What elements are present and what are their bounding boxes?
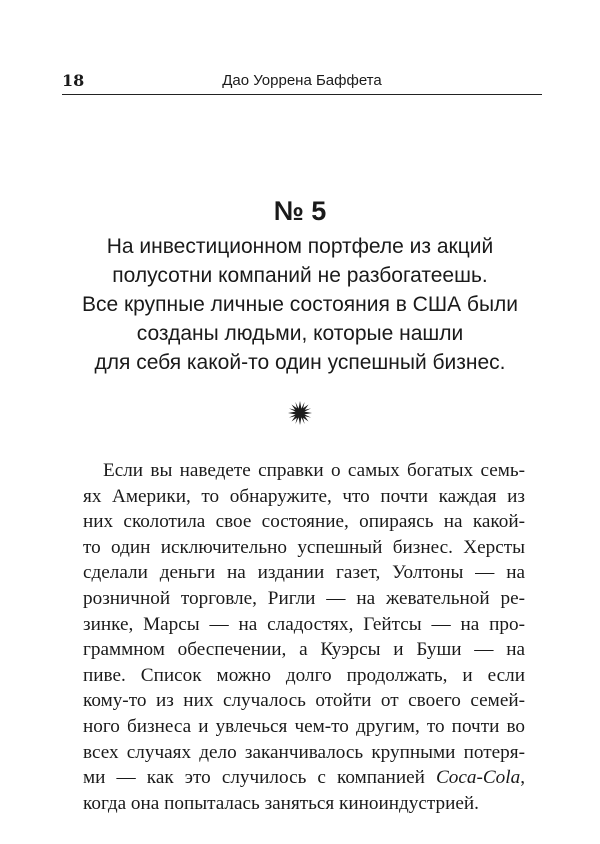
epigraph-line: полусотни компаний не разбогатеешь. bbox=[112, 264, 488, 287]
text-line: то один исключительно успешный бизнес. Херсты bbox=[83, 536, 525, 558]
chapter-number: № 5 bbox=[273, 196, 327, 226]
text-line: ного бизнеса и увлечься чем-то другим, то почти во bbox=[83, 715, 525, 737]
section-divider bbox=[0, 400, 600, 428]
epigraph-line: На инвестиционном портфеле из акций bbox=[106, 235, 494, 258]
brand-name: Coca-Cola bbox=[435, 767, 521, 789]
body-paragraph bbox=[83, 458, 525, 816]
epigraph-line: созданы людьми, которые нашли bbox=[136, 322, 464, 345]
text-line: розничной торговле, Ригли — на жевательной ре- bbox=[83, 587, 525, 609]
sunburst-ornament-icon bbox=[287, 400, 313, 426]
epigraph-line: Все крупные личные состояния в США были bbox=[81, 293, 519, 316]
text-line: всех случаях дело заканчивалось крупными потеря- bbox=[83, 741, 525, 763]
running-head bbox=[62, 70, 542, 95]
text-segment: , bbox=[520, 767, 525, 789]
epigraph bbox=[40, 232, 560, 377]
text-line: граммном обеспечении, а Куэрсы и Буши — на bbox=[83, 639, 525, 661]
text-segment: ми — как это случилось с компанией bbox=[83, 767, 436, 789]
text-line: когда она попыталась заняться киноиндустрией. bbox=[83, 792, 479, 814]
text-line: кому-то из них случалось отойти от своего семей- bbox=[83, 690, 525, 712]
text-line: зинке, Марсы — на сладостях, Гейтсы — на про- bbox=[83, 613, 525, 635]
page-number: 18 bbox=[62, 71, 85, 90]
text-line: них сколотила свое состояние, опираясь на какой- bbox=[83, 511, 525, 533]
epigraph-line: для себя какой-то один успешный бизнес. bbox=[94, 351, 506, 374]
text-line bbox=[83, 765, 525, 791]
book-title: Дао Уоррена Баффета bbox=[222, 72, 382, 89]
text-line: Если вы наведете справки о самых богатых семь- bbox=[103, 460, 525, 481]
text-line: пиве. Список можно долго продолжать, и если bbox=[83, 664, 525, 686]
text-line: сделали деньги на издании газет, Уолтоны — на bbox=[83, 562, 525, 584]
text-line: ях Америки, то обнаружите, что почти каждая из bbox=[83, 485, 525, 507]
